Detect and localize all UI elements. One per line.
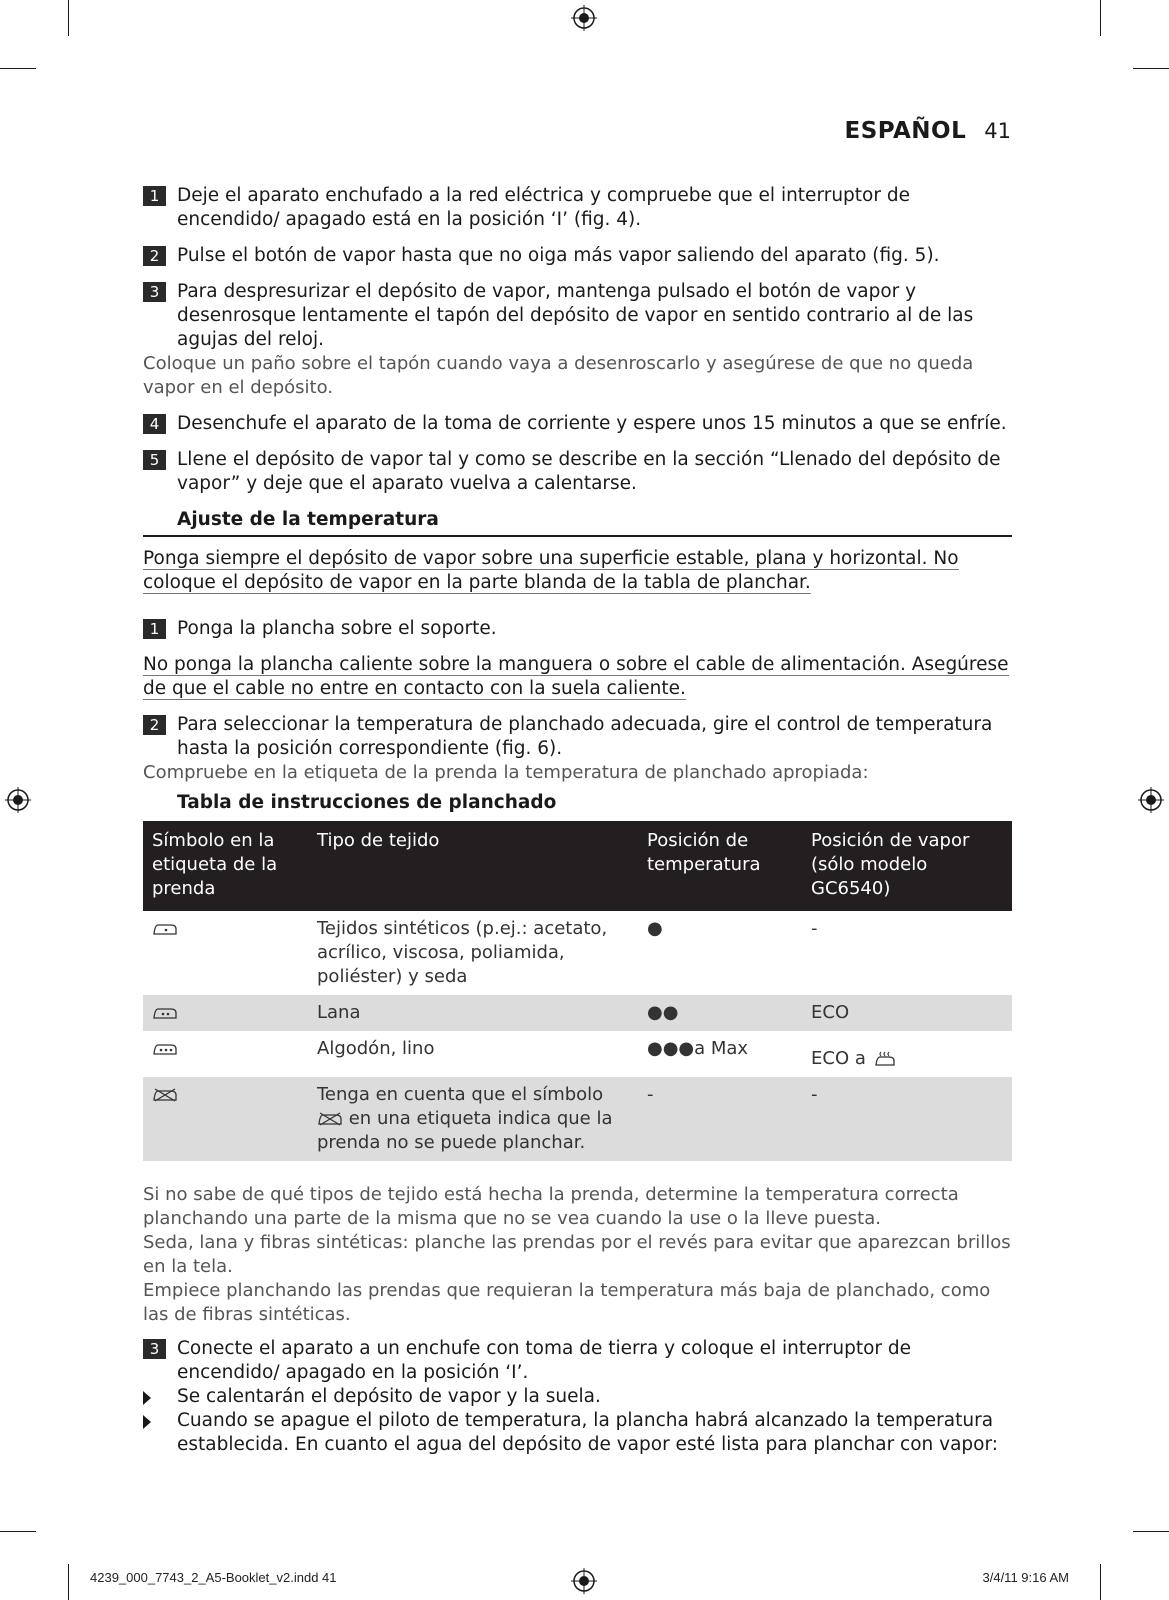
fabric-cell: Algodón, lino — [317, 1038, 435, 1059]
step-number: 3 — [143, 282, 166, 302]
fabric-text: Tenga en cuenta que el símbolo — [317, 1084, 604, 1105]
steam-cell: ECO — [802, 995, 1012, 1031]
registration-mark-icon — [571, 5, 597, 31]
steam-text: ECO a — [811, 1048, 866, 1069]
crop-mark — [68, 0, 69, 36]
bullet-arrow-icon — [143, 1415, 151, 1429]
step-item — [143, 412, 1012, 436]
document-body — [143, 184, 1012, 1457]
warning-text — [143, 653, 1012, 701]
symbol-cell — [143, 911, 308, 995]
crop-mark — [0, 68, 36, 69]
step-item — [143, 184, 1012, 232]
warning-text — [143, 547, 1012, 595]
step-number: 4 — [143, 414, 166, 434]
fabric-cell — [308, 1077, 638, 1161]
step-text: Pulse el botón de vapor hasta que no oiga más vapor saliendo del aparato (fig. 5). — [177, 245, 940, 266]
registration-mark-icon — [5, 787, 31, 813]
step-text: Para despresurizar el depósito de vapor, mantenga pulsado el botón de vapor y desenrosque lentamente el tapón del depósito de vapor en sentido contrario al de las agujas del reloj. — [177, 281, 974, 350]
step-item — [143, 448, 1012, 496]
steam-icon — [872, 1051, 898, 1067]
language-label: ESPAÑOL — [844, 118, 967, 144]
steam-cell: - — [802, 1077, 1012, 1161]
step-text: Llene el depósito de vapor tal y como se describe en la sección “Llenado del depósito de vapor” y deje que el aparato vuelva a calentarse. — [177, 449, 1001, 494]
warning-1: Ponga siempre el depósito de vapor sobre una superficie estable, plana y horizontal. No coloque el depósito de vapor en la parte blanda de la tabla de planchar. — [143, 548, 959, 593]
table-title: Tabla de instrucciones de planchado — [177, 792, 557, 813]
table-header-cell: Posición de vapor (sólo modelo GC6540) — [802, 821, 1012, 911]
page-header — [844, 118, 1011, 144]
paragraph: Seda, lana y fibras sintéticas: planche las prendas por el revés para evitar que aparezcan brillos en la tela. — [143, 1232, 1011, 1277]
symbol-cell — [143, 995, 308, 1031]
step-text: Para seleccionar la temperatura de planchado adecuada, gire el control de temperatura hasta la posición correspondiente (fig. 6). — [177, 714, 993, 759]
step-number: 2 — [143, 715, 166, 735]
registration-mark-icon — [1138, 787, 1164, 813]
iron-1-dot-icon — [152, 922, 178, 936]
table-row — [143, 1031, 1012, 1077]
crop-mark — [1100, 1564, 1101, 1600]
symbol-cell — [143, 1031, 308, 1077]
table-row — [143, 995, 1012, 1031]
steam-cell — [802, 1031, 1012, 1077]
temp-cell: ●● — [638, 995, 802, 1031]
crop-mark — [68, 1564, 69, 1600]
step-number: 1 — [143, 619, 166, 639]
temp-cell: - — [638, 1077, 802, 1161]
steam-cell: - — [811, 918, 818, 939]
symbol-cell — [143, 1077, 308, 1161]
step-text: Conecte el aparato a un enchufe con toma de tierra y coloque el interruptor de encendido/ apagado en la posición ‘I’. — [177, 1338, 912, 1383]
bullet-item — [143, 1385, 1012, 1409]
bullet-item — [143, 1409, 1012, 1457]
page-number: 41 — [984, 119, 1011, 143]
bullet-arrow-icon — [143, 1391, 151, 1405]
step-text: Desenchufe el aparato de la toma de corriente y espere unos 15 minutos a que se enfríe. — [177, 413, 1007, 434]
iron-crossed-icon — [152, 1088, 178, 1102]
warning-2: No ponga la plancha caliente sobre la manguera o sobre el cable de alimentación. Asegúrese de que el cable no entre en contacto con la suela caliente. — [143, 654, 1009, 699]
temp-cell: ●●●a Max — [647, 1038, 749, 1059]
fabric-cell: Lana — [308, 995, 638, 1031]
table-header-cell: Tipo de tejido — [308, 821, 638, 911]
table-header-row — [143, 821, 1012, 911]
step-item — [143, 280, 1012, 352]
fabric-text: en una etiqueta indica que la prenda no se puede planchar. — [317, 1108, 613, 1153]
note-text: Coloque un paño sobre el tapón cuando vaya a desenroscarlo y asegúrese de que no queda vapor en el depósito. — [143, 353, 974, 398]
step-number: 1 — [143, 186, 166, 206]
table-row — [143, 1077, 1012, 1161]
crop-mark — [1100, 0, 1101, 36]
iron-crossed-icon — [317, 1112, 343, 1126]
bullet-text: Cuando se apague el piloto de temperatura, la plancha habrá alcanzado la temperatura establecida. En cuanto el agua del depósito de vapor esté lista para planchar con vapor: — [177, 1410, 999, 1455]
fabric-cell: Tejidos sintéticos (p.ej.: acetato, acrílico, viscosa, poliamida, poliéster) y seda — [317, 918, 608, 987]
temp-cell: ● — [647, 918, 663, 939]
crop-mark — [0, 1531, 36, 1532]
paragraph: Empiece planchando las prendas que requieran la temperatura más baja de planchado, como las de fibras sintéticas. — [143, 1280, 991, 1325]
crop-mark — [1133, 1531, 1169, 1532]
footer-file: 4239_000_7743_2_A5-Booklet_v2.indd 41 — [90, 1570, 337, 1585]
step-text: Ponga la plancha sobre el soporte. — [177, 618, 497, 639]
step-number: 5 — [143, 450, 166, 470]
section-heading: Ajuste de la temperatura — [143, 508, 1012, 537]
paragraph: Si no sabe de qué tipos de tejido está hecha la prenda, determine la temperatura correcta planchando una parte de la misma que no se vea cuando la use o la lleve puesta. — [143, 1184, 959, 1229]
step-item — [143, 713, 1012, 761]
table-header-cell: Posición de temperatura — [638, 821, 802, 911]
step-text: Deje el aparato enchufado a la red eléctrica y compruebe que el interruptor de encendido/ apagado está en la posición ‘I’ (fig. 4). — [177, 185, 910, 230]
step-number: 2 — [143, 246, 166, 266]
bullet-text: Se calentarán el depósito de vapor y la suela. — [177, 1386, 601, 1407]
table-header-cell: Símbolo en la etiqueta de la prenda — [143, 821, 308, 911]
crop-mark — [1133, 68, 1169, 69]
note-text: Compruebe en la etiqueta de la prenda la temperatura de planchado apropiada: — [143, 762, 869, 783]
ironing-table — [143, 821, 1012, 1161]
step-item — [143, 617, 1012, 641]
step-item — [143, 1337, 1012, 1385]
table-row — [143, 911, 1012, 995]
iron-2-dot-icon — [152, 1006, 178, 1020]
footer-date: 3/4/11 9:16 AM — [982, 1570, 1069, 1585]
step-number: 3 — [143, 1339, 166, 1359]
iron-3-dot-icon — [152, 1042, 178, 1056]
step-item — [143, 244, 1012, 268]
registration-mark-icon — [571, 1568, 597, 1594]
